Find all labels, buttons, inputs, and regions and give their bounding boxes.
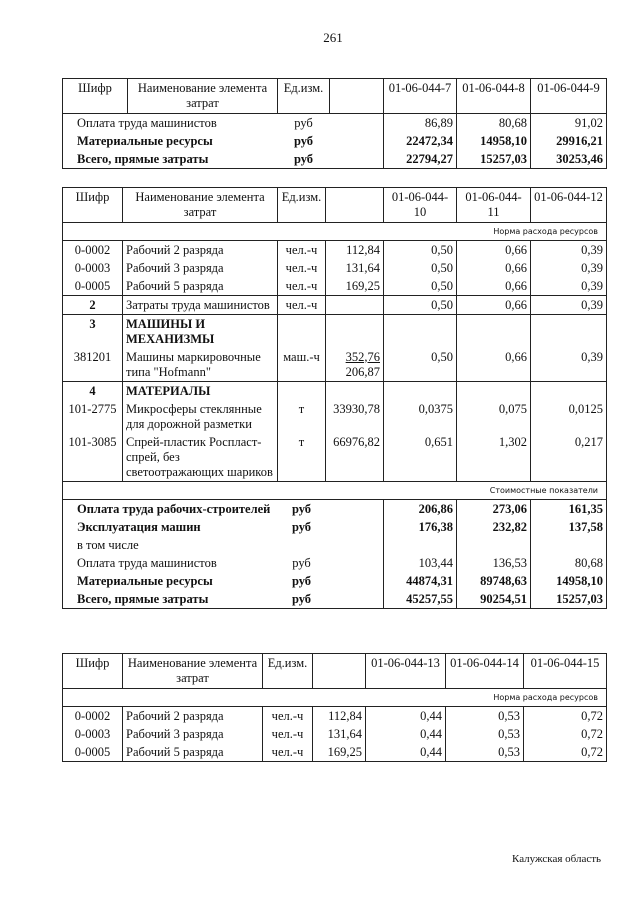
row-code: 2 — [63, 296, 123, 315]
row-code: 3 — [63, 315, 123, 349]
row-value: 0,53 — [446, 707, 524, 726]
empty-cell — [326, 500, 384, 519]
column-header: 01-06-044-15 — [524, 654, 607, 689]
row-value: 0,50 — [384, 241, 457, 260]
row-value — [531, 382, 607, 401]
column-header: 01-06-044-10 — [384, 188, 457, 223]
row-value: 0,72 — [524, 743, 607, 762]
section-caption: Норма расхода ресурсов — [493, 693, 598, 702]
empty-cell — [326, 590, 384, 609]
row-price — [326, 382, 384, 401]
column-header: Наименование элемента затрат — [128, 79, 278, 114]
row-price — [326, 296, 384, 315]
table-row — [63, 277, 607, 296]
column-header: 01-06-044-8 — [457, 79, 531, 114]
row-unit — [278, 315, 326, 349]
row-code: 0-0002 — [63, 241, 123, 260]
table-row — [63, 536, 607, 554]
row-code: 0-0003 — [63, 725, 123, 743]
row-unit — [278, 536, 326, 554]
header-row — [63, 79, 607, 114]
section-caption: Норма расхода ресурсов — [493, 227, 598, 236]
row-value: 80,68 — [457, 114, 531, 133]
row-group — [63, 707, 607, 762]
row-value: 0,50 — [384, 296, 457, 315]
row-name: Оплата труда машинистов — [63, 114, 278, 133]
column-header: Шифр — [63, 188, 123, 223]
row-value: 0,66 — [457, 241, 531, 260]
row-price — [326, 315, 384, 349]
row-group — [63, 382, 607, 482]
row-code: 0-0005 — [63, 277, 123, 296]
row-unit: руб — [293, 151, 314, 166]
row-value: 14958,10 — [531, 572, 607, 590]
section-caption: Стоимостные показатели — [489, 486, 598, 495]
row-value: 15257,03 — [457, 150, 531, 169]
row-value: 0,39 — [531, 296, 607, 315]
page-number: 261 — [323, 30, 343, 45]
row-name: Машины маркировочные типа "Hofmann" — [123, 348, 278, 382]
row-name: МАШИНЫ И МЕХАНИЗМЫ — [123, 315, 278, 349]
row-value — [457, 536, 531, 554]
row-unit: руб — [291, 591, 312, 606]
row-value: 0,44 — [366, 725, 446, 743]
row-unit: чел.-ч — [278, 277, 326, 296]
row-value: 44874,31 — [384, 572, 457, 590]
price-line: 206,87 — [345, 364, 380, 379]
table-row — [63, 572, 607, 590]
column-header: 01-06-044-12 — [531, 188, 607, 223]
table-row — [63, 433, 607, 482]
row-value: 22472,34 — [384, 132, 457, 150]
row-unit: чел.-ч — [263, 743, 313, 762]
row-code: 0-0002 — [63, 707, 123, 726]
row-price: 66976,82 — [326, 433, 384, 482]
column-header: 01-06-044-9 — [531, 79, 607, 114]
row-name: Материальные ресурсы — [63, 572, 278, 590]
row-unit: руб — [291, 519, 312, 534]
row-name: Всего, прямые затраты — [63, 150, 278, 169]
row-group — [63, 114, 607, 169]
row-value: 0,66 — [457, 259, 531, 277]
row-price: 112,84 — [326, 241, 384, 260]
column-header: 01-06-044-7 — [384, 79, 457, 114]
row-value: 1,302 — [457, 433, 531, 482]
row-value: 0,66 — [457, 277, 531, 296]
row-value: 29916,21 — [531, 132, 607, 150]
column-header: 01-06-044-13 — [366, 654, 446, 689]
row-group — [63, 500, 607, 609]
row-value: 89748,63 — [457, 572, 531, 590]
row-unit: т — [278, 400, 326, 433]
column-header: Шифр — [63, 654, 123, 689]
row-value: 0,53 — [446, 743, 524, 762]
column-header — [330, 79, 384, 114]
row-name: в том числе — [63, 536, 278, 554]
row-value: 0,44 — [366, 743, 446, 762]
header-row — [63, 654, 607, 689]
row-value: 0,217 — [531, 433, 607, 482]
table-row — [63, 114, 607, 133]
row-value — [384, 382, 457, 401]
empty-cell — [330, 114, 384, 133]
footer-region: Калужская область — [512, 853, 602, 865]
row-value: 206,86 — [384, 500, 457, 519]
table-row — [63, 725, 607, 743]
row-unit: чел.-ч — [278, 241, 326, 260]
row-value: 0,50 — [384, 259, 457, 277]
table-row — [63, 518, 607, 536]
row-name: Оплата труда машинистов — [63, 554, 278, 572]
cost-table-3 — [62, 653, 607, 762]
row-value: 136,53 — [457, 554, 531, 572]
row-group — [63, 241, 607, 296]
row-name: Рабочий 2 разряда — [123, 241, 278, 260]
row-value: 0,39 — [531, 277, 607, 296]
row-price: 131,64 — [326, 259, 384, 277]
row-price: 169,25 — [326, 277, 384, 296]
row-price: 112,84 — [313, 707, 366, 726]
row-value: 0,0375 — [384, 400, 457, 433]
row-value: 14958,10 — [457, 132, 531, 150]
row-unit: чел.-ч — [263, 707, 313, 726]
column-header: Наименование элемента затрат — [123, 188, 278, 223]
row-value: 0,39 — [531, 348, 607, 382]
table-row — [63, 348, 607, 382]
row-value — [531, 315, 607, 349]
column-header: Наименование элемента затрат — [123, 654, 263, 689]
row-unit: маш.-ч — [278, 348, 326, 382]
table-row — [63, 554, 607, 572]
row-price: 169,25 — [313, 743, 366, 762]
empty-cell — [326, 536, 384, 554]
table-row — [63, 132, 607, 150]
row-price: 33930,78 — [326, 400, 384, 433]
row-name: Рабочий 3 разряда — [123, 259, 278, 277]
empty-cell — [326, 572, 384, 590]
row-name: Спрей-пластик Роспласт-спрей, без светоотражающих шариков — [123, 433, 278, 482]
row-unit: чел.-ч — [263, 725, 313, 743]
empty-cell — [326, 554, 384, 572]
row-value: 45257,55 — [384, 590, 457, 609]
section-caption-row — [63, 689, 607, 707]
column-header: 01-06-044-14 — [446, 654, 524, 689]
row-value — [384, 536, 457, 554]
table-row — [63, 150, 607, 169]
row-value: 86,89 — [384, 114, 457, 133]
row-unit: руб — [291, 501, 312, 516]
row-name: Рабочий 5 разряда — [123, 277, 278, 296]
row-group — [63, 482, 607, 500]
row-code: 0-0005 — [63, 743, 123, 762]
column-header: Ед.изм. — [263, 654, 313, 689]
row-value: 137,58 — [531, 518, 607, 536]
row-value: 176,38 — [384, 518, 457, 536]
row-value: 80,68 — [531, 554, 607, 572]
row-unit: руб — [294, 115, 313, 130]
row-name: Всего, прямые затраты — [63, 590, 278, 609]
row-value — [457, 382, 531, 401]
row-value: 232,82 — [457, 518, 531, 536]
row-code: 101-3085 — [63, 433, 123, 482]
row-value: 0,651 — [384, 433, 457, 482]
row-value: 0,53 — [446, 725, 524, 743]
row-name: Эксплуатация машин — [63, 518, 278, 536]
row-code: 0-0003 — [63, 259, 123, 277]
column-header: Ед.изм. — [278, 188, 326, 223]
column-header: Ед.изм. — [278, 79, 330, 114]
row-name: Рабочий 2 разряда — [123, 707, 263, 726]
table-row — [63, 315, 607, 349]
row-name: Затраты труда машинистов — [123, 296, 278, 315]
row-group — [63, 223, 607, 241]
empty-cell — [330, 150, 384, 169]
row-code: 381201 — [63, 348, 123, 382]
row-group — [63, 296, 607, 315]
row-value: 0,075 — [457, 400, 531, 433]
row-name: Оплата труда рабочих-строителей — [63, 500, 278, 519]
row-group — [63, 315, 607, 382]
row-value: 0,50 — [384, 348, 457, 382]
row-value: 0,44 — [366, 707, 446, 726]
column-header — [313, 654, 366, 689]
table-row — [63, 400, 607, 433]
row-value: 103,44 — [384, 554, 457, 572]
cost-table-2 — [62, 187, 607, 609]
empty-cell — [326, 518, 384, 536]
table-row — [63, 500, 607, 519]
row-value: 0,50 — [384, 277, 457, 296]
column-header: 01-06-044-11 — [457, 188, 531, 223]
price-cell — [326, 348, 384, 382]
row-value: 0,39 — [531, 259, 607, 277]
row-unit: руб — [293, 133, 314, 148]
row-value: 91,02 — [531, 114, 607, 133]
column-header — [326, 188, 384, 223]
row-value: 0,66 — [457, 296, 531, 315]
row-group — [63, 689, 607, 707]
price-line-underlined: 352,76 — [345, 349, 380, 364]
empty-cell — [330, 132, 384, 150]
table-row — [63, 707, 607, 726]
section-caption-row — [63, 223, 607, 241]
row-value: 0,39 — [531, 241, 607, 260]
cost-table-1 — [62, 78, 607, 169]
row-value — [531, 536, 607, 554]
row-value: 0,0125 — [531, 400, 607, 433]
row-value: 90254,51 — [457, 590, 531, 609]
row-code: 4 — [63, 382, 123, 401]
row-unit: чел.-ч — [278, 296, 326, 315]
row-value: 161,35 — [531, 500, 607, 519]
row-value: 15257,03 — [531, 590, 607, 609]
row-unit: руб — [292, 555, 311, 570]
row-value: 0,72 — [524, 725, 607, 743]
header-row — [63, 188, 607, 223]
row-name: Рабочий 3 разряда — [123, 725, 263, 743]
row-unit: т — [278, 433, 326, 482]
table-row — [63, 590, 607, 609]
section-caption-row — [63, 482, 607, 500]
row-value: 0,72 — [524, 707, 607, 726]
table-row — [63, 259, 607, 277]
row-value: 273,06 — [457, 500, 531, 519]
row-unit: руб — [291, 573, 312, 588]
row-value: 22794,27 — [384, 150, 457, 169]
row-value: 30253,46 — [531, 150, 607, 169]
row-value: 0,66 — [457, 348, 531, 382]
row-name: Материальные ресурсы — [63, 132, 278, 150]
table-row — [63, 743, 607, 762]
column-header: Шифр — [63, 79, 128, 114]
row-name: Микросферы стеклянные для дорожной разметки — [123, 400, 278, 433]
table-row — [63, 296, 607, 315]
row-name: МАТЕРИАЛЫ — [123, 382, 278, 401]
table-row — [63, 382, 607, 401]
row-value — [384, 315, 457, 349]
row-unit: чел.-ч — [278, 259, 326, 277]
table-row — [63, 241, 607, 260]
row-unit — [278, 382, 326, 401]
row-price: 131,64 — [313, 725, 366, 743]
row-value — [457, 315, 531, 349]
row-code: 101-2775 — [63, 400, 123, 433]
row-name: Рабочий 5 разряда — [123, 743, 263, 762]
